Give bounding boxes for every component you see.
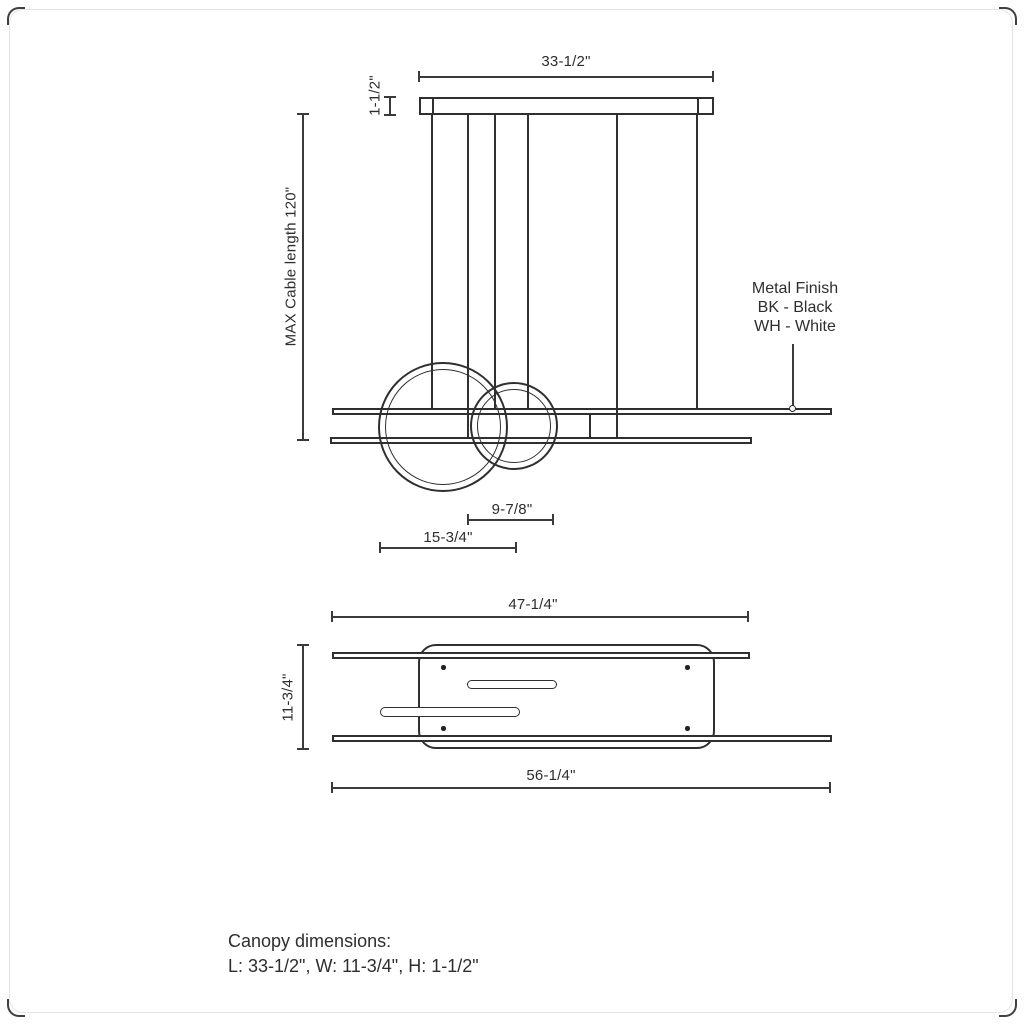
screw-hole-top-left: [441, 665, 446, 670]
dim-top-bar-tick-left: [331, 611, 333, 622]
footer-note-title: Canopy dimensions:: [228, 931, 392, 951]
plan-bar-top: [332, 652, 750, 659]
mounting-slot-large: [380, 707, 520, 717]
footer-note-dimensions: L: 33-1/2", W: 11-3/4", H: 1-1/2": [228, 956, 479, 976]
dim-top-bar-line: [332, 616, 748, 618]
dim-body-width-label: 11-3/4": [279, 673, 297, 722]
screw-hole-top-right: [685, 665, 690, 670]
dim-overall-length-label: 56-1/4": [526, 767, 576, 784]
finish-note-title: Metal Finish: [751, 280, 839, 297]
dim-small-ring-label: 9-7/8": [491, 501, 533, 518]
finish-note-black: BK - Black: [757, 299, 833, 316]
plan-bar-bottom: [332, 735, 832, 742]
dim-cable-length-label: MAX Cable length 120": [282, 186, 300, 347]
dim-body-width-cap-bottom: [297, 748, 309, 750]
dim-canopy-length-label: 33-1/2": [541, 53, 591, 70]
finish-note-white: WH - White: [754, 318, 836, 335]
dim-overall-length-line: [332, 787, 830, 789]
dim-body-width-line: [302, 644, 304, 749]
screw-hole-bottom-left: [441, 726, 446, 731]
dim-top-bar-label: 47-1/4": [508, 596, 558, 613]
screw-hole-bottom-right: [685, 726, 690, 731]
mounting-slot-small: [467, 680, 557, 689]
dim-canopy-height-label: 1-1/2": [366, 75, 384, 116]
canopy-plan-body: [418, 644, 715, 749]
footer-note: [228, 929, 479, 979]
dim-top-bar-tick-right: [747, 611, 749, 622]
dim-large-ring-label: 15-3/4": [423, 529, 473, 546]
dim-overall-length-tick-right: [829, 782, 831, 793]
dim-overall-length-tick-left: [331, 782, 333, 793]
